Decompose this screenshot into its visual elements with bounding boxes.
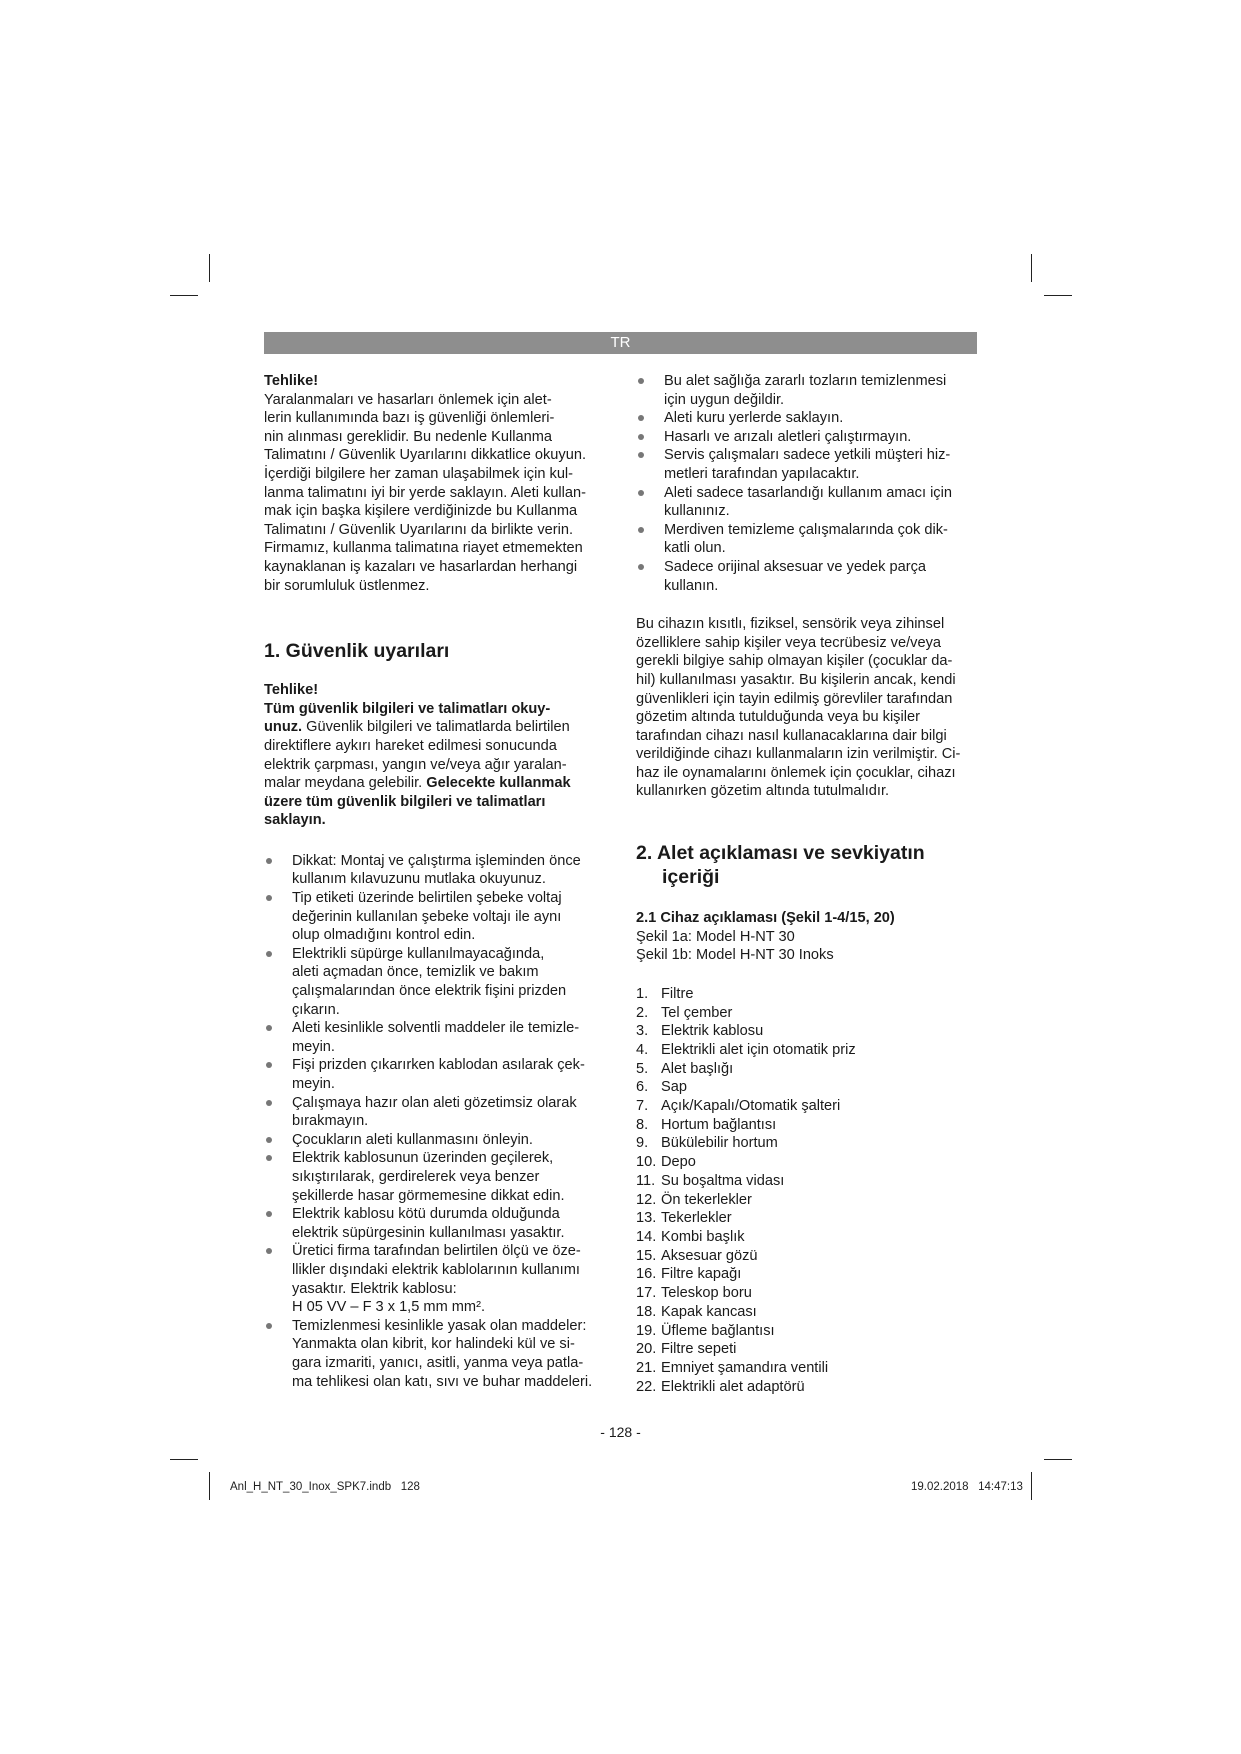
part-name: Açık/Kapalı/Otomatik şalteri <box>661 1098 841 1115</box>
list-item: Çalışmaya hazır olan aleti gözetimsiz olarak bırakmayın. <box>264 1094 608 1131</box>
part-name: Aksesuar gözü <box>661 1247 758 1264</box>
part-name: Kombi başlık <box>661 1228 745 1245</box>
bullet-icon <box>638 527 644 533</box>
part-name: Kapak kancası <box>661 1303 757 1320</box>
part-name: Elektrikli alet için otomatik priz <box>661 1041 856 1058</box>
part-name: Üfleme bağlantısı <box>661 1322 775 1339</box>
list-item: Elektrik kablosu kötü durumda olduğunda elektrik süpürgesinin kullanılması yasaktır. <box>264 1205 608 1242</box>
list-item: Aleti kuru yerlerde saklayın. <box>636 409 976 428</box>
parts-list-item <box>636 1378 976 1397</box>
list-item: Elektrikli süpürge kullanılmayacağında, aleti açmadan önce, temizlik ve bakım çalışmalarından önce elektrik fişini prizden çıkarın. <box>264 945 608 1019</box>
crop-mark <box>1031 1472 1032 1500</box>
part-name: Hortum bağlantısı <box>661 1116 777 1133</box>
list-item: Üretici firma tarafından belirtilen ölçü ve öze- llikler dışındaki elektrik kablolarının kullanımı yasaktır. Elektrik kablosu: H 05 VV – F 3 x 1,5 mm mm². <box>264 1242 608 1316</box>
footer-datetime: 19.02.2018 14:47:13 <box>911 1481 1023 1493</box>
list-item: Çocukların aleti kullanmasını önleyin. <box>264 1131 608 1150</box>
parts-list-item <box>636 1209 976 1228</box>
part-name: Bükülebilir hortum <box>661 1135 778 1152</box>
parts-list-item <box>636 1303 976 1322</box>
part-number: 6. <box>636 1079 649 1096</box>
part-name: Teleskop boru <box>661 1285 752 1302</box>
parts-list-item <box>636 1041 976 1060</box>
parts-list-item <box>636 1340 976 1359</box>
bullet-icon <box>266 1323 272 1329</box>
part-number: 2. <box>636 1004 649 1021</box>
part-number: 7. <box>636 1098 649 1115</box>
parts-list <box>636 985 976 1396</box>
list-item: Sadece orijinal aksesuar ve yedek parça kullanın. <box>636 558 976 595</box>
parts-list-item <box>636 1060 976 1079</box>
list-item: Dikkat: Montaj ve çalıştırma işleminden önce kullanım kılavuzunu mutlaka okuyunuz. <box>264 852 608 889</box>
bullet-icon <box>266 1062 272 1068</box>
part-name: Filtre sepeti <box>661 1341 737 1358</box>
bullet-icon <box>266 1248 272 1254</box>
right-column <box>636 372 976 1396</box>
list-item: Merdiven temizleme çalışmalarında çok dik- katli olun. <box>636 521 976 558</box>
part-number: 5. <box>636 1060 649 1077</box>
parts-list-item <box>636 1322 976 1341</box>
part-number: 8. <box>636 1116 649 1133</box>
part-name: Tel çember <box>661 1004 733 1021</box>
crop-mark <box>209 1472 210 1500</box>
parts-list-item <box>636 1228 976 1247</box>
parts-list-item <box>636 1116 976 1135</box>
part-number: 9. <box>636 1135 649 1152</box>
crop-mark <box>170 1459 198 1460</box>
part-number: 16. <box>636 1266 657 1283</box>
part-name: Sap <box>661 1079 687 1096</box>
parts-list-item <box>636 1359 976 1378</box>
subsection-2-1-title: 2.1 Cihaz açıklaması (Şekil 1-4/15, 20) <box>636 910 895 927</box>
section-1-danger-heading: Tehlike! <box>264 682 319 699</box>
section-2-title: 2. Alet açıklaması ve sevkiyatın içeriği <box>636 842 925 889</box>
part-number: 21. <box>636 1359 657 1376</box>
section-1-warning-paragraph <box>264 700 608 830</box>
bullet-icon <box>638 490 644 496</box>
part-number: 11. <box>636 1172 656 1189</box>
bullet-icon <box>638 434 644 440</box>
bullet-icon <box>638 452 644 458</box>
parts-list-item <box>636 1004 976 1023</box>
warning-text: Güvenlik bilgileri ve talimatlarda belirtilen direktiflere aykırı hareket edilmesi sonucunda elektrik çarpması, yangın ve/veya ağır yaralan- malar meydana gelebilir. <box>264 719 570 792</box>
part-number: 14. <box>636 1228 657 1245</box>
part-name: Ön tekerlekler <box>661 1191 752 1208</box>
crop-mark <box>1044 295 1072 296</box>
part-name: Elektrikli alet adaptörü <box>661 1378 805 1395</box>
parts-list-item <box>636 1153 976 1172</box>
intro-paragraph: Yaralanmaları ve hasarları önlemek için alet- lerin kullanımında bazı iş güvenliği önlemleri- nin alınması gereklidir. Bu nedenle Kullanma Talimatını / Güvenlik Uyarılarını dikkatlice okuyun. İçerdiği bilgilere her zaman ulaşabilmek için kul- lanma talimatını iyi bir yerde saklayın. Aleti kullan- mak için başka kişilere verdiğinizde bu Kullanma Talimatını / Güvenlik Uyarılarını da birlikte verin. Firmamız, kullanma talimatına riayet etmemekten kaynaklanan iş kazaları ve hasarlardan herhangi bir sorumluluk üstlenmez. <box>264 391 587 594</box>
parts-list-item <box>636 1022 976 1041</box>
warning-bold-keep: Gelecekte kullanmak üzere tüm güvenlik bilgileri ve talimatları saklayın. <box>264 775 571 829</box>
parts-list-item <box>636 1097 976 1116</box>
part-name: Depo <box>661 1154 696 1171</box>
list-item: Tip etiketi üzerinde belirtilen şebeke voltaj değerinin kullanılan şebeke voltajı ile aynı olup olmadığını kontrol edin. <box>264 889 608 945</box>
part-number: 22. <box>636 1378 657 1395</box>
bullet-icon <box>266 951 272 957</box>
list-item: Servis çalışmaları sadece yetkili müşteri hiz- metleri tarafından yapılacaktır. <box>636 446 976 483</box>
part-name: Filtre kapağı <box>661 1266 742 1283</box>
part-number: 15. <box>636 1247 657 1264</box>
right-safety-bullet-list <box>636 372 976 595</box>
part-number: 10. <box>636 1154 657 1171</box>
list-item: Fişi prizden çıkarırken kablodan asılarak çek- meyin. <box>264 1056 608 1093</box>
part-name: Emniyet şamandıra ventili <box>661 1359 829 1376</box>
part-number: 4. <box>636 1041 649 1058</box>
part-number: 1. <box>636 985 649 1002</box>
part-name: Filtre <box>661 985 694 1002</box>
left-column <box>264 372 608 1391</box>
bullet-icon <box>266 1155 272 1161</box>
parts-list-item <box>636 1191 976 1210</box>
figure-model-lines: Şekil 1a: Model H-NT 30 Şekil 1b: Model H-NT 30 Inoks <box>636 928 834 964</box>
part-number: 19. <box>636 1322 657 1339</box>
language-header-bar: TR <box>264 332 977 354</box>
list-item: Temizlenmesi kesinlikle yasak olan maddeler: Yanmakta olan kibrit, kor halindeki kül ve si- gara izmariti, yanıcı, asitli, yanma veya patla- ma tehlikesi olan katı, sıvı ve buhar maddeleri. <box>264 1317 608 1391</box>
crop-mark <box>170 295 198 296</box>
crop-mark <box>1031 254 1032 282</box>
bullet-icon <box>266 1100 272 1106</box>
part-name: Elektrik kablosu <box>661 1023 764 1040</box>
part-number: 17. <box>636 1285 657 1302</box>
parts-list-item <box>636 1247 976 1266</box>
bullet-icon <box>266 1025 272 1031</box>
bullet-icon <box>266 895 272 901</box>
warning-bold-read: Tüm güvenlik bilgileri ve talimatları okuy- unuz. <box>264 700 551 736</box>
left-safety-bullet-list <box>264 852 608 1391</box>
part-number: 3. <box>636 1023 649 1040</box>
footer-file-info: Anl_H_NT_30_Inox_SPK7.indb 128 <box>230 1481 420 1493</box>
parts-list-item <box>636 1265 976 1284</box>
part-number: 13. <box>636 1210 657 1227</box>
page-number: - 128 - <box>600 1424 641 1440</box>
parts-list-item <box>636 1284 976 1303</box>
crop-mark <box>209 254 210 282</box>
bullet-icon <box>266 858 272 864</box>
list-item: Aleti sadece tasarlandığı kullanım amacı için kullanınız. <box>636 484 976 521</box>
crop-mark <box>1044 1459 1072 1460</box>
list-item: Elektrik kablosunun üzerinden geçilerek, sıkıştırılarak, gerdirelerek veya benzer şekillerde hasar görmemesine dikkat edin. <box>264 1149 608 1205</box>
list-item: Aleti kesinlikle solventli maddeler ile temizle- meyin. <box>264 1019 608 1056</box>
parts-list-item <box>636 985 976 1004</box>
usage-restriction-paragraph: Bu cihazın kısıtlı, fiziksel, sensörik veya zihinsel özelliklere sahip kişiler veya tecrübesiz ve/veya gerekli bilgiye sahip olmayan kişiler (çocuklar da- hil) kullanılması yasaktır. Bu kişilerin ancak, kendi güvenlikleri için tayin edilmiş görevliler tarafından gözetim altında tutulduğunda veya bu kişiler tarafından cihazı nasıl kullanacaklarına dair bilgi verildiğinde cihazı kullanmaların izin verilmiştir. Ci- haz ile oynamalarını önlemek için çocuklar, cihazı kullanırken gözetim altında tutulmalıdır. <box>636 616 961 800</box>
bullet-icon <box>638 564 644 570</box>
parts-list-item <box>636 1078 976 1097</box>
part-name: Alet başlığı <box>661 1060 734 1077</box>
bullet-icon <box>266 1211 272 1217</box>
part-number: 20. <box>636 1341 657 1358</box>
bullet-icon <box>638 378 644 384</box>
parts-list-item <box>636 1134 976 1153</box>
list-item: Bu alet sağlığa zararlı tozların temizlenmesi için uygun değildir. <box>636 372 976 409</box>
parts-list-item <box>636 1172 976 1191</box>
bullet-icon <box>266 1137 272 1143</box>
intro-danger-heading: Tehlike! <box>264 373 319 389</box>
part-number: 18. <box>636 1303 657 1320</box>
list-item: Hasarlı ve arızalı aletleri çalıştırmayın. <box>636 428 976 447</box>
bullet-icon <box>638 415 644 421</box>
part-number: 12. <box>636 1191 657 1208</box>
part-name: Tekerlekler <box>661 1210 732 1227</box>
section-1-title: 1. Güvenlik uyarıları <box>264 640 450 663</box>
part-name: Su boşaltma vidası <box>661 1172 785 1189</box>
